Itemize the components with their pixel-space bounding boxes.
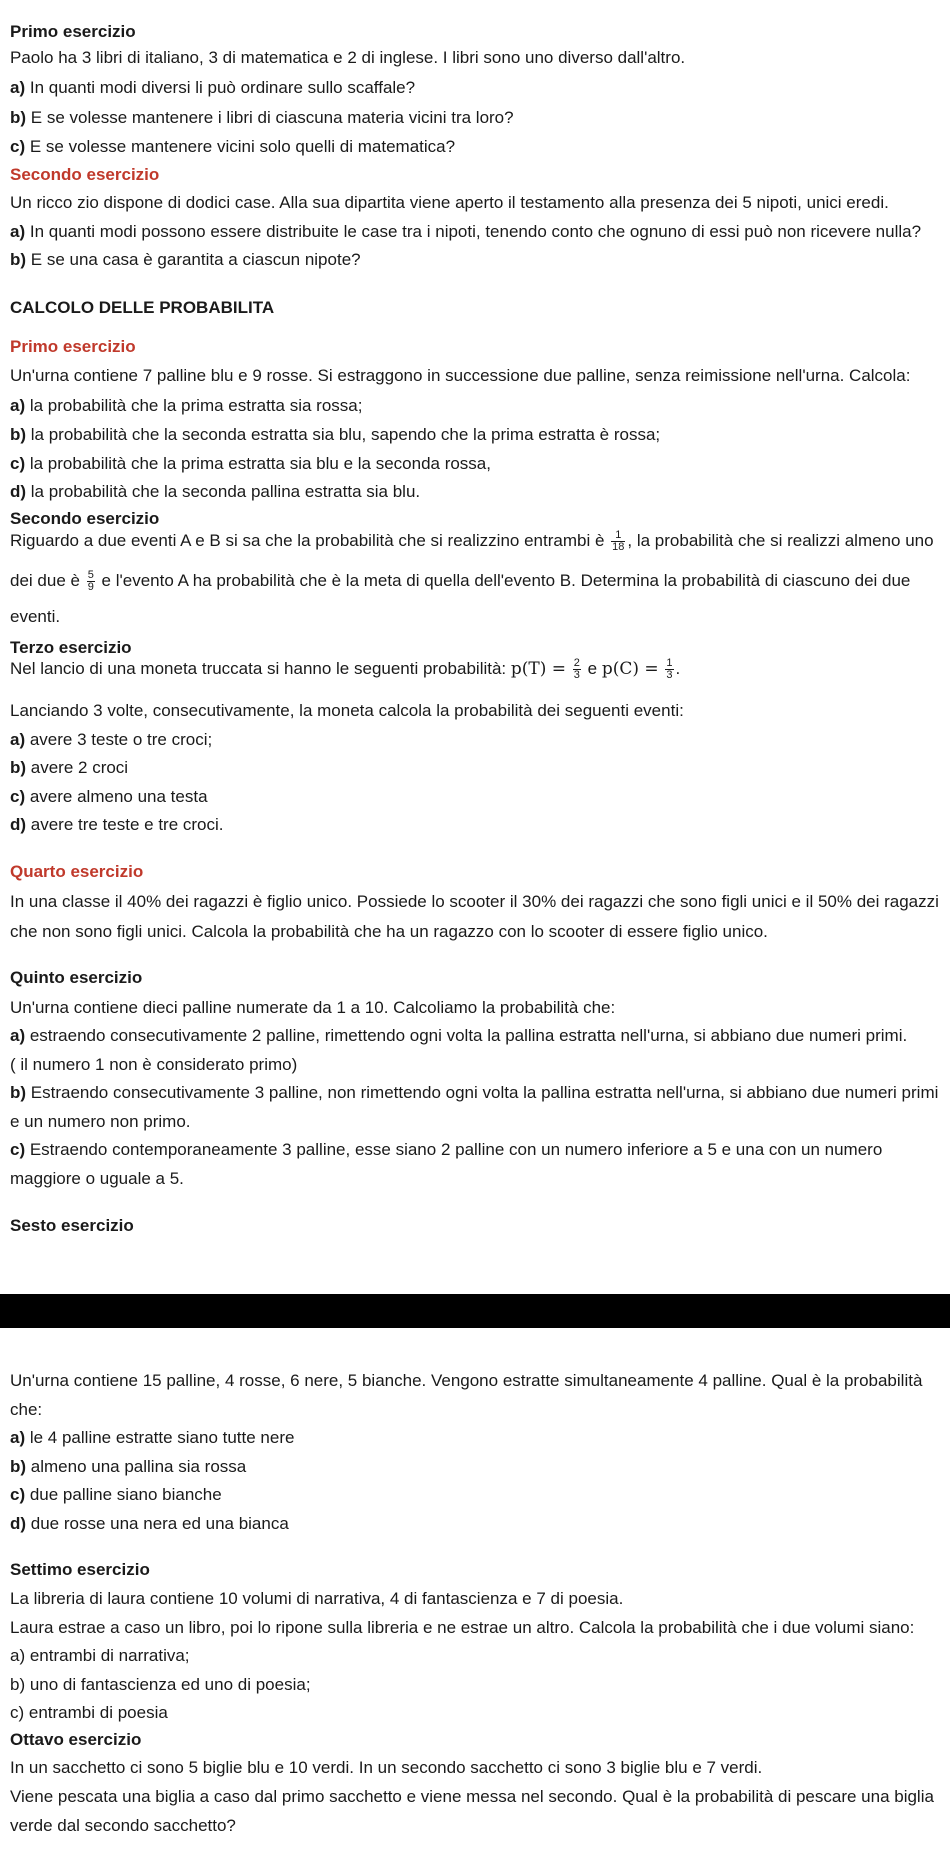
exercise-text: In una classe il 40% dei ragazzi è figlio unico. Possiede lo scooter il 30% dei ragazzi che sono figli unici e il 50% dei ragazzi (10, 892, 939, 911)
exercise-title: Terzo esercizio (10, 638, 132, 657)
exercise-title: Primo esercizio (10, 337, 136, 356)
question-item: a) la probabilità che la prima estratta sia rossa; (10, 396, 363, 415)
question-item-cont: e un numero non primo. (10, 1112, 191, 1131)
exercise-text: eventi. (10, 607, 61, 626)
question-item: a) In quanti modi diversi li può ordinare sullo scaffale? (10, 78, 416, 97)
question-item: c) Estraendo contemporaneamente 3 palline, esse siano 2 palline con un numero inferiore a 5 e una con un numero (10, 1140, 883, 1159)
question-item: d) la probabilità che la seconda pallina estratta sia blu. (10, 482, 421, 501)
question-item: c) la probabilità che la prima estratta sia blu e la seconda rossa, (10, 454, 491, 473)
exercise-text: Laura estrae a caso un libro, poi lo ripone sulla libreria e ne estrae un altro. Calcola la probabilità che i due volumi siano: (10, 1618, 915, 1637)
exercise-text: verde dal secondo sacchetto? (10, 1816, 236, 1835)
question-note: ( il numero 1 non è considerato primo) (10, 1055, 298, 1074)
exercise-title: Primo esercizio (10, 22, 136, 41)
question-item: a) entrambi di narrativa; (10, 1646, 190, 1665)
exercise-text: Lanciando 3 volte, consecutivamente, la moneta calcola la probabilità dei seguenti eventi: (10, 701, 684, 720)
question-item: d) avere tre teste e tre croci. (10, 815, 224, 834)
question-item: d) due rosse una nera ed una bianca (10, 1514, 289, 1533)
question-item: a) estraendo consecutivamente 2 palline, rimettendo ogni volta la pallina estratta nell'urna, si abbiano due numeri primi. (10, 1026, 908, 1045)
question-item: b) almeno una pallina sia rossa (10, 1457, 247, 1476)
question-item: c) E se volesse mantenere vicini solo quelli di matematica? (10, 137, 456, 156)
exercise-title: Quinto esercizio (10, 968, 143, 987)
exercise-text: dei due è $\frac{5}{9}$ e l'evento A ha probabilità che è la meta di quella dell'evento B. Determina la probabilità di ciascuno dei due (10, 569, 911, 593)
question-item: a) le 4 palline estratte siano tutte nere (10, 1428, 295, 1447)
exercise-title: Quarto esercizio (10, 862, 144, 881)
exercise-text: Un'urna contiene dieci palline numerate da 1 a 10. Calcoliamo la probabilità che: (10, 998, 616, 1017)
question-item: b) la probabilità che la seconda estratta sia blu, sapendo che la prima estratta è rossa; (10, 425, 661, 444)
exercise-title: Sesto esercizio (10, 1216, 134, 1235)
exercise-text: Un'urna contiene 7 palline blu e 9 rosse. Si estraggono in successione due palline, senza reimissione nell'urna. Calcola: (10, 366, 911, 385)
exercise-text: che non sono figli unici. Calcola la probabilità che ha un ragazzo con lo scooter di essere figlio unico. (10, 922, 768, 941)
question-item: c) avere almeno una testa (10, 787, 208, 806)
section-title: CALCOLO DELLE PROBABILITA (10, 298, 275, 317)
question-item: a) In quanti modi possono essere distribuite le case tra i nipoti, tenendo conto che ognuno di essi può non ricevere nulla? (10, 222, 922, 241)
exercise-title: Settimo esercizio (10, 1560, 150, 1579)
exercise-title: Ottavo esercizio (10, 1730, 142, 1749)
exercise-text: La libreria di laura contiene 10 volumi di narrativa, 4 di fantascienza e 7 di poesia. (10, 1589, 624, 1608)
fraction: $\frac{5}{9}$ (87, 569, 94, 593)
exercise-text: che: (10, 1400, 43, 1419)
question-item: a) avere 3 teste o tre croci; (10, 730, 213, 749)
question-item: b) uno di fantascienza ed uno di poesia; (10, 1675, 311, 1694)
question-item-cont: maggiore o uguale a 5. (10, 1169, 184, 1188)
question-item: c) due palline siano bianche (10, 1485, 222, 1504)
question-item: b) E se una casa è garantita a ciascun nipote? (10, 250, 361, 269)
fraction: $\frac{1}{18}$ (612, 529, 625, 553)
fraction: $\frac{1}{3}$ (666, 657, 673, 681)
question-item: c) entrambi di poesia (10, 1703, 168, 1722)
exercise-title: Secondo esercizio (10, 165, 160, 184)
exercise-title: Secondo esercizio (10, 509, 160, 528)
exercise-text: Riguardo a due eventi A e B si sa che la probabilità che si realizzino entrambi è $\frac{1}{18}$ , la probabilità che si realizzi almeno uno (10, 529, 934, 553)
question-item: b) avere 2 croci (10, 758, 129, 777)
exercise-text: Un'urna contiene 15 palline, 4 rosse, 6 nere, 5 bianche. Vengono estratte simultaneamente 4 palline. Qual è la probabilità (10, 1371, 923, 1390)
exercise-text: In un sacchetto ci sono 5 biglie blu e 10 verdi. In un secondo sacchetto ci sono 3 biglie blu e 7 verdi. (10, 1758, 763, 1777)
question-item: b) E se volesse mantenere i libri di ciascuna materia vicini tra loro? (10, 108, 514, 127)
fraction: $\frac{2}{3}$ (573, 657, 580, 681)
exercise-text: Viene pescata una biglia a caso dal primo sacchetto e viene messa nel secondo. Qual è la probabilità di pescare una biglia (10, 1787, 934, 1806)
question-item: b) Estraendo consecutivamente 3 palline, non rimettendo ogni volta la pallina estratta nell'urna, si abbiano due numeri primi (10, 1083, 939, 1102)
redaction-bar (0, 1294, 950, 1328)
exercise-text: Paolo ha 3 libri di italiano, 3 di matematica e 2 di inglese. I libri sono uno diverso dall'altro. (10, 48, 686, 67)
exercise-text: Un ricco zio dispone di dodici case. Alla sua dipartita viene aperto il testamento alla presenza dei 5 nipoti, unici eredi. (10, 193, 889, 212)
exercise-text: Nel lancio di una moneta truccata si hanno le seguenti probabilità: p(T) = $\frac{2}{3}$ e p(C) = $\frac{1}{3}$ . (10, 657, 681, 681)
